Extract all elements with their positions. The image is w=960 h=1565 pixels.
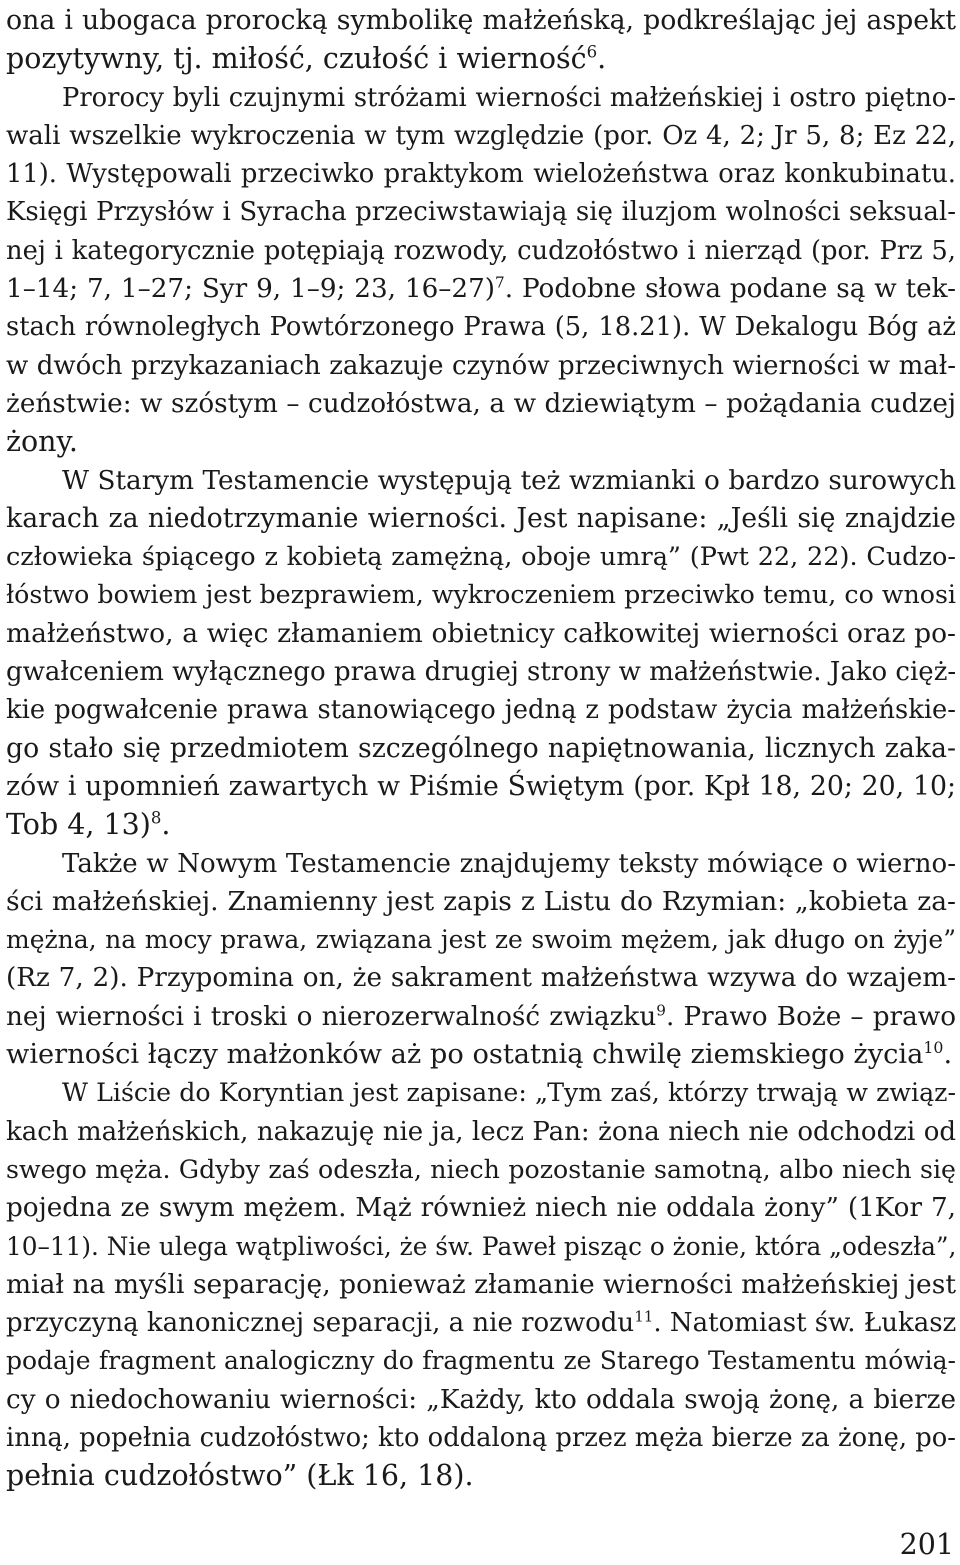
text-fragment: 1–14; 7, 1–27; Syr 9, 1–9; 23, 16–27) (6, 274, 496, 305)
text-line (6, 806, 956, 844)
text-fragment: . Prawo Boże – prawo (665, 1001, 956, 1032)
text-line: (Rz 7, 2). Przypomina on, że sakrament małżeństwa wzywa do wzajem- (6, 963, 956, 994)
footnote-ref: 8 (150, 808, 162, 828)
footnote-ref: 7 (495, 273, 505, 292)
text-fragment: . Podobne słowa podane są w tek- (504, 274, 957, 305)
text-line: nej i kategorycznie potępiają rozwody, cudzołóstwo i nierząd (por. Prz 5, (6, 235, 956, 266)
text-line: miał na myśli separację, ponieważ złamanie wierności małżeńskiej jest (6, 1268, 956, 1300)
text-line: 10–11). Nie ulega wątpliwości, że św. Paweł pisząc o żonie, która „odeszła”, (6, 1231, 957, 1261)
text-fragment: . (161, 808, 171, 842)
text-line: kach małżeńskich, nakazuję nie ja, lecz Pan: żona niech nie odchodzi od (6, 1116, 956, 1147)
footnote-ref: 10 (923, 1037, 944, 1057)
text-fragment: . Natomiast św. Łukasz (653, 1308, 957, 1339)
text-line: człowieka śpiącego z kobietą zamężną, oboje umrą” (Pwt 22, 22). Cudzo- (6, 542, 956, 573)
text-line: w dwóch przykazaniach zakazuje czynów przeciwnych wierności w mał- (6, 350, 956, 381)
paragraph-start: W Liście do Koryntian jest zapisane: „Tym zaś, którzy trwają w związ- (62, 1078, 956, 1108)
text-fragment: przyczyną kanonicznej separacji, a nie rozwodu (6, 1308, 635, 1339)
text-line: swego męża. Gdyby zaś odeszła, niech pozostanie samotną, albo niech się (6, 1154, 956, 1184)
text-line: kie pogwałcenie prawa stanowiącego jedną z podstaw życia małżeńskie- (6, 695, 956, 726)
text-fragment: . (943, 1039, 953, 1071)
text-line: inną, popełnia cudzołóstwo; kto oddaloną przez męża bierze za żonę, po- (6, 1422, 956, 1453)
text-line: zów i upomnień zawartych w Piśmie Świętym (por. Kpł 18, 20; 20, 10; (6, 770, 956, 802)
paragraph-start: Także w Nowym Testamencie znajdujemy teksty mówiące o wierno- (62, 848, 956, 879)
text-line: karach za niedotrzymanie wierności. Jest napisane: „Jeśli się znajdzie (6, 502, 956, 534)
text-line: ści małżeńskiej. Znamienny jest zapis z Listu do Rzymian: „kobieta za- (6, 885, 956, 917)
text-line: wali wszelkie wykroczenia w tym względzie (por. Oz 4, 2; Jr 5, 8; Ez 22, (6, 120, 956, 151)
text-line (6, 998, 956, 1036)
text-line: ona i ubogaca prorocką symbolikę małżeńską, podkreślając jej aspekt (6, 5, 956, 36)
text-line: pojedna ze swym mężem. Mąż również niech nie oddala żony” (1Kor 7, (6, 1193, 956, 1224)
footnote-ref: 6 (586, 42, 598, 62)
text-fragment: pozytywny, tj. miłość, czułość i wierność (6, 42, 587, 76)
body-text (6, 2, 956, 1496)
text-line: go stało się przedmiotem szczególnego napiętnowania, licznych zaka- (6, 732, 956, 764)
text-line: Księgi Przysłów i Syracha przeciwstawiają się iluzjom wolności seksual- (6, 197, 956, 228)
text-line: gwałceniem wyłącznego prawa drugiej strony w małżeństwie. Jako cięż- (6, 657, 957, 688)
text-line: 11). Występowali przeciwko praktykom wielożeństwa oraz konkubinatu. (6, 159, 956, 190)
paragraph-start: Prorocy byli czujnymi stróżami wierności małżeńskiej i ostro piętno- (62, 82, 956, 113)
text-line: mężna, na mocy prawa, związana jest ze swoim mężem, jak długo on żyje” (6, 925, 956, 955)
text-fragment: wierności łączy małżonków aż po ostatnią chwilę ziemskiego życia (6, 1039, 924, 1071)
text-line (6, 1036, 956, 1074)
text-line: pełnia cudzołóstwo” (Łk 16, 18). (6, 1459, 474, 1493)
text-line: podaje fragment analogiczny do fragmentu ze Starego Testamentu mówią- (6, 1346, 956, 1376)
text-line: łóstwo bowiem jest bezprawiem, wykroczeniem przeciwko temu, co wnosi (6, 580, 956, 610)
page-number: 201 (899, 1528, 954, 1561)
text-line: żeństwie: w szóstym – cudzołóstwa, a w dziewiątym – pożądania cudzej (6, 388, 956, 419)
text-fragment: nej wierności i troski o nierozerwalność związku (6, 1001, 657, 1032)
text-fragment: Tob 4, 13) (6, 808, 151, 842)
text-line: pozytywny, tj. miłość, czułość i wierność$^6$. (6, 42, 607, 76)
text-line: cy o niedochowaniu wierności: „Każdy, kto oddala swoją żonę, a bierze (6, 1384, 956, 1415)
text-line (6, 1304, 956, 1342)
footnote-ref: 9 (656, 1000, 666, 1019)
paragraph-start: W Starym Testamencie występują też wzmianki o bardzo surowych (62, 465, 956, 496)
footnote-ref: 11 (634, 1307, 654, 1326)
text-line (6, 270, 956, 308)
text-line: żony. (6, 425, 78, 459)
text-line: małżeństwo, a więc złamaniem obietnicy całkowitej wierności oraz po- (6, 617, 956, 649)
text-line: stach równoległych Powtórzonego Prawa (5, 18.21). W Dekalogu Bóg aż (6, 312, 956, 343)
